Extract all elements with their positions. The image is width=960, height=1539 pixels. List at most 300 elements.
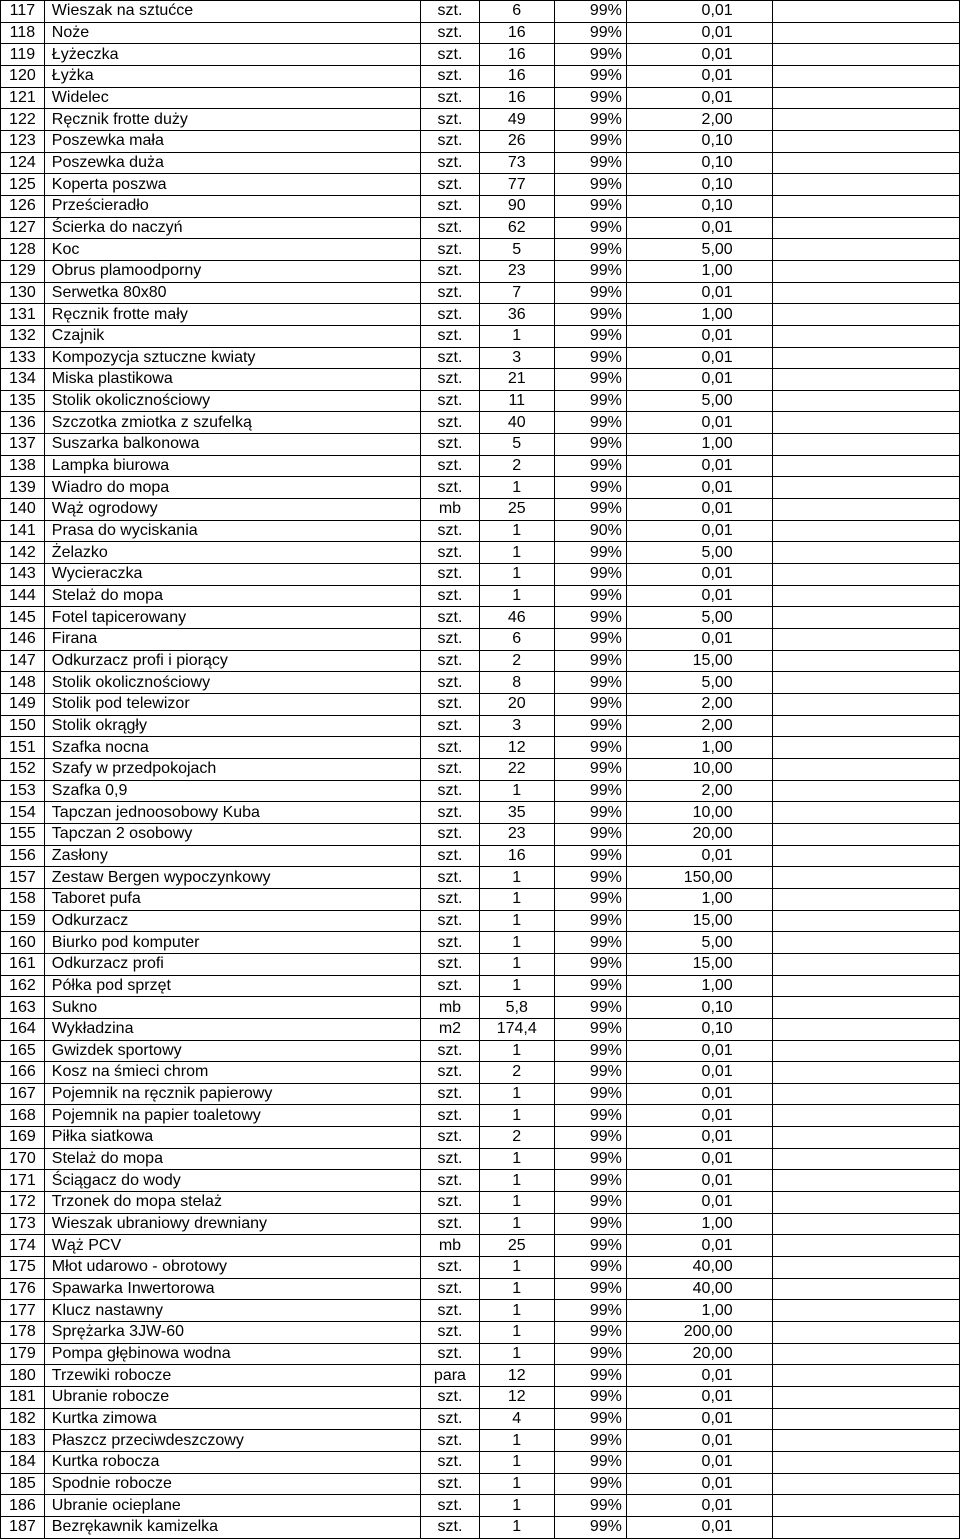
item-number-cell: 140	[1, 499, 45, 521]
empty-cell	[772, 195, 959, 217]
item-name-cell: Wiadro do mopa	[44, 477, 420, 499]
item-number-cell: 183	[1, 1430, 45, 1452]
quantity-cell: 49	[479, 109, 554, 131]
item-number-cell: 185	[1, 1473, 45, 1495]
wear-percent-cell: 99%	[554, 694, 626, 716]
quantity-cell: 1	[479, 1105, 554, 1127]
item-name-cell: Trzewiki robocze	[44, 1365, 420, 1387]
table-row	[1, 22, 960, 44]
unit-cell: szt.	[420, 434, 479, 456]
value-cell: 0,10	[626, 195, 772, 217]
table-row	[1, 780, 960, 802]
item-name-cell: Obrus plamoodporny	[44, 260, 420, 282]
table-row	[1, 888, 960, 910]
unit-cell: szt.	[420, 1192, 479, 1214]
table-row	[1, 1040, 960, 1062]
unit-cell: szt.	[420, 1300, 479, 1322]
empty-cell	[772, 260, 959, 282]
quantity-cell: 2	[479, 1127, 554, 1149]
unit-cell: szt.	[420, 1278, 479, 1300]
item-number-cell: 164	[1, 1018, 45, 1040]
quantity-cell: 1	[479, 953, 554, 975]
wear-percent-cell: 99%	[554, 217, 626, 239]
empty-cell	[772, 910, 959, 932]
item-number-cell: 161	[1, 953, 45, 975]
unit-cell: szt.	[420, 780, 479, 802]
empty-cell	[772, 564, 959, 586]
unit-cell: szt.	[420, 1516, 479, 1538]
item-number-cell: 143	[1, 564, 45, 586]
quantity-cell: 16	[479, 65, 554, 87]
unit-cell: szt.	[420, 369, 479, 391]
value-cell: 0,01	[626, 65, 772, 87]
wear-percent-cell: 99%	[554, 455, 626, 477]
table-row	[1, 1408, 960, 1430]
quantity-cell: 2	[479, 455, 554, 477]
item-number-cell: 165	[1, 1040, 45, 1062]
empty-cell	[772, 542, 959, 564]
item-name-cell: Szafka 0,9	[44, 780, 420, 802]
unit-cell: szt.	[420, 1148, 479, 1170]
table-row	[1, 455, 960, 477]
item-name-cell: Stolik pod telewizor	[44, 694, 420, 716]
empty-cell	[772, 975, 959, 997]
item-number-cell: 118	[1, 22, 45, 44]
value-cell: 0,10	[626, 1018, 772, 1040]
quantity-cell: 1	[479, 1148, 554, 1170]
table-row	[1, 1387, 960, 1409]
empty-cell	[772, 1408, 959, 1430]
unit-cell: szt.	[420, 520, 479, 542]
table-row	[1, 564, 960, 586]
table-row	[1, 369, 960, 391]
quantity-cell: 1	[479, 585, 554, 607]
wear-percent-cell: 99%	[554, 715, 626, 737]
item-number-cell: 160	[1, 932, 45, 954]
value-cell: 1,00	[626, 737, 772, 759]
item-name-cell: Fotel tapicerowany	[44, 607, 420, 629]
empty-cell	[772, 802, 959, 824]
quantity-cell: 12	[479, 737, 554, 759]
table-row	[1, 174, 960, 196]
empty-cell	[772, 845, 959, 867]
item-number-cell: 135	[1, 390, 45, 412]
unit-cell: szt.	[420, 282, 479, 304]
quantity-cell: 16	[479, 22, 554, 44]
unit-cell: szt.	[420, 390, 479, 412]
value-cell: 1,00	[626, 888, 772, 910]
value-cell: 0,01	[626, 87, 772, 109]
value-cell: 1,00	[626, 1300, 772, 1322]
wear-percent-cell: 99%	[554, 758, 626, 780]
empty-cell	[772, 1018, 959, 1040]
empty-cell	[772, 823, 959, 845]
unit-cell: szt.	[420, 932, 479, 954]
item-name-cell: Tapczan 2 osobowy	[44, 823, 420, 845]
unit-cell: mb	[420, 997, 479, 1019]
quantity-cell: 46	[479, 607, 554, 629]
value-cell: 0,01	[626, 477, 772, 499]
item-number-cell: 155	[1, 823, 45, 845]
wear-percent-cell: 90%	[554, 520, 626, 542]
item-number-cell: 141	[1, 520, 45, 542]
quantity-cell: 1	[479, 542, 554, 564]
item-number-cell: 180	[1, 1365, 45, 1387]
item-number-cell: 124	[1, 152, 45, 174]
empty-cell	[772, 1127, 959, 1149]
item-number-cell: 182	[1, 1408, 45, 1430]
unit-cell: szt.	[420, 694, 479, 716]
empty-cell	[772, 412, 959, 434]
wear-percent-cell: 99%	[554, 130, 626, 152]
wear-percent-cell: 99%	[554, 1083, 626, 1105]
wear-percent-cell: 99%	[554, 1192, 626, 1214]
empty-cell	[772, 1040, 959, 1062]
item-number-cell: 132	[1, 325, 45, 347]
quantity-cell: 21	[479, 369, 554, 391]
quantity-cell: 1	[479, 1322, 554, 1344]
wear-percent-cell: 99%	[554, 932, 626, 954]
item-name-cell: Tapczan jednoosobowy Kuba	[44, 802, 420, 824]
wear-percent-cell: 99%	[554, 1365, 626, 1387]
value-cell: 0,01	[626, 1040, 772, 1062]
unit-cell: szt.	[420, 802, 479, 824]
item-number-cell: 159	[1, 910, 45, 932]
item-name-cell: Wąż PCV	[44, 1235, 420, 1257]
unit-cell: szt.	[420, 650, 479, 672]
quantity-cell: 5	[479, 434, 554, 456]
item-name-cell: Wąż ogrodowy	[44, 499, 420, 521]
table-row	[1, 607, 960, 629]
wear-percent-cell: 99%	[554, 953, 626, 975]
unit-cell: szt.	[420, 975, 479, 997]
table-row	[1, 1105, 960, 1127]
item-number-cell: 181	[1, 1387, 45, 1409]
item-number-cell: 122	[1, 109, 45, 131]
empty-cell	[772, 239, 959, 261]
item-number-cell: 178	[1, 1322, 45, 1344]
empty-cell	[772, 1322, 959, 1344]
unit-cell: szt.	[420, 1343, 479, 1365]
table-row	[1, 239, 960, 261]
item-name-cell: Ręcznik frotte mały	[44, 304, 420, 326]
value-cell: 5,00	[626, 607, 772, 629]
item-number-cell: 136	[1, 412, 45, 434]
table-row	[1, 758, 960, 780]
item-number-cell: 128	[1, 239, 45, 261]
item-name-cell: Sprężarka 3JW-60	[44, 1322, 420, 1344]
item-number-cell: 177	[1, 1300, 45, 1322]
unit-cell: szt.	[420, 22, 479, 44]
item-number-cell: 146	[1, 629, 45, 651]
quantity-cell: 20	[479, 694, 554, 716]
empty-cell	[772, 1105, 959, 1127]
table-row	[1, 195, 960, 217]
value-cell: 40,00	[626, 1278, 772, 1300]
table-row	[1, 1083, 960, 1105]
value-cell: 0,01	[626, 1083, 772, 1105]
value-cell: 0,01	[626, 1473, 772, 1495]
quantity-cell: 1	[479, 1083, 554, 1105]
item-name-cell: Bezrękawnik kamizelka	[44, 1516, 420, 1538]
value-cell: 2,00	[626, 715, 772, 737]
quantity-cell: 1	[479, 1170, 554, 1192]
unit-cell: szt.	[420, 325, 479, 347]
quantity-cell: 1	[479, 1040, 554, 1062]
unit-cell: szt.	[420, 347, 479, 369]
wear-percent-cell: 99%	[554, 1430, 626, 1452]
wear-percent-cell: 99%	[554, 412, 626, 434]
wear-percent-cell: 99%	[554, 975, 626, 997]
unit-cell: szt.	[420, 629, 479, 651]
item-number-cell: 151	[1, 737, 45, 759]
table-row	[1, 87, 960, 109]
empty-cell	[772, 1148, 959, 1170]
wear-percent-cell: 99%	[554, 802, 626, 824]
table-row	[1, 347, 960, 369]
empty-cell	[772, 1213, 959, 1235]
table-row	[1, 1343, 960, 1365]
empty-cell	[772, 1278, 959, 1300]
item-name-cell: Odkurzacz profi	[44, 953, 420, 975]
quantity-cell: 1	[479, 780, 554, 802]
value-cell: 0,10	[626, 130, 772, 152]
table-row	[1, 325, 960, 347]
item-name-cell: Stolik okolicznościowy	[44, 672, 420, 694]
unit-cell: szt.	[420, 260, 479, 282]
wear-percent-cell: 99%	[554, 109, 626, 131]
quantity-cell: 1	[479, 1300, 554, 1322]
item-name-cell: Noże	[44, 22, 420, 44]
item-name-cell: Suszarka balkonowa	[44, 434, 420, 456]
unit-cell: szt.	[420, 564, 479, 586]
quantity-cell: 23	[479, 260, 554, 282]
value-cell: 0,01	[626, 412, 772, 434]
table-row	[1, 260, 960, 282]
value-cell: 0,10	[626, 174, 772, 196]
wear-percent-cell: 99%	[554, 780, 626, 802]
item-number-cell: 154	[1, 802, 45, 824]
quantity-cell: 26	[479, 130, 554, 152]
item-number-cell: 137	[1, 434, 45, 456]
value-cell: 0,01	[626, 564, 772, 586]
empty-cell	[772, 1365, 959, 1387]
empty-cell	[772, 780, 959, 802]
wear-percent-cell: 99%	[554, 1322, 626, 1344]
value-cell: 200,00	[626, 1322, 772, 1344]
quantity-cell: 1	[479, 520, 554, 542]
value-cell: 5,00	[626, 672, 772, 694]
value-cell: 0,01	[626, 499, 772, 521]
empty-cell	[772, 1300, 959, 1322]
item-name-cell: Ubranie robocze	[44, 1387, 420, 1409]
value-cell: 0,01	[626, 22, 772, 44]
empty-cell	[772, 499, 959, 521]
value-cell: 0,01	[626, 347, 772, 369]
unit-cell: szt.	[420, 1495, 479, 1517]
quantity-cell: 16	[479, 845, 554, 867]
item-number-cell: 179	[1, 1343, 45, 1365]
unit-cell: szt.	[420, 607, 479, 629]
item-number-cell: 131	[1, 304, 45, 326]
table-row	[1, 390, 960, 412]
item-name-cell: Poszewka mała	[44, 130, 420, 152]
value-cell: 0,01	[626, 1430, 772, 1452]
quantity-cell: 2	[479, 1062, 554, 1084]
unit-cell: para	[420, 1365, 479, 1387]
empty-cell	[772, 932, 959, 954]
item-number-cell: 144	[1, 585, 45, 607]
item-number-cell: 150	[1, 715, 45, 737]
value-cell: 0,01	[626, 845, 772, 867]
table-row	[1, 1192, 960, 1214]
value-cell: 150,00	[626, 867, 772, 889]
unit-cell: szt.	[420, 130, 479, 152]
quantity-cell: 1	[479, 1278, 554, 1300]
wear-percent-cell: 99%	[554, 997, 626, 1019]
item-number-cell: 129	[1, 260, 45, 282]
table-row	[1, 412, 960, 434]
quantity-cell: 16	[479, 44, 554, 66]
empty-cell	[772, 758, 959, 780]
item-number-cell: 166	[1, 1062, 45, 1084]
item-name-cell: Odkurzacz	[44, 910, 420, 932]
table-row	[1, 1430, 960, 1452]
empty-cell	[772, 282, 959, 304]
quantity-cell: 174,4	[479, 1018, 554, 1040]
empty-cell	[772, 1495, 959, 1517]
unit-cell: szt.	[420, 1105, 479, 1127]
unit-cell: szt.	[420, 1083, 479, 1105]
item-number-cell: 176	[1, 1278, 45, 1300]
quantity-cell: 1	[479, 564, 554, 586]
item-number-cell: 173	[1, 1213, 45, 1235]
wear-percent-cell: 99%	[554, 325, 626, 347]
item-number-cell: 127	[1, 217, 45, 239]
table-row	[1, 1473, 960, 1495]
wear-percent-cell: 99%	[554, 434, 626, 456]
unit-cell: szt.	[420, 845, 479, 867]
value-cell: 5,00	[626, 390, 772, 412]
table-row	[1, 737, 960, 759]
item-number-cell: 126	[1, 195, 45, 217]
value-cell: 2,00	[626, 694, 772, 716]
item-name-cell: Stelaż do mopa	[44, 1148, 420, 1170]
table-row	[1, 1235, 960, 1257]
item-name-cell: Spodnie robocze	[44, 1473, 420, 1495]
table-row	[1, 1278, 960, 1300]
quantity-cell: 1	[479, 1495, 554, 1517]
item-name-cell: Zasłony	[44, 845, 420, 867]
unit-cell: szt.	[420, 1408, 479, 1430]
value-cell: 0,01	[626, 1127, 772, 1149]
item-name-cell: Miska plastikowa	[44, 369, 420, 391]
quantity-cell: 5	[479, 239, 554, 261]
table-row	[1, 1365, 960, 1387]
item-name-cell: Kurtka zimowa	[44, 1408, 420, 1430]
item-name-cell: Łyżka	[44, 65, 420, 87]
unit-cell: szt.	[420, 304, 479, 326]
unit-cell: szt.	[420, 44, 479, 66]
item-number-cell: 170	[1, 1148, 45, 1170]
item-number-cell: 133	[1, 347, 45, 369]
unit-cell: szt.	[420, 412, 479, 434]
unit-cell: mb	[420, 499, 479, 521]
empty-cell	[772, 1343, 959, 1365]
value-cell: 0,01	[626, 1387, 772, 1409]
table-row	[1, 1018, 960, 1040]
item-name-cell: Prasa do wyciskania	[44, 520, 420, 542]
empty-cell	[772, 953, 959, 975]
value-cell: 0,01	[626, 325, 772, 347]
quantity-cell: 40	[479, 412, 554, 434]
table-row	[1, 823, 960, 845]
value-cell: 20,00	[626, 1343, 772, 1365]
value-cell: 0,10	[626, 152, 772, 174]
quantity-cell: 1	[479, 1257, 554, 1279]
item-name-cell: Czajnik	[44, 325, 420, 347]
unit-cell: szt.	[420, 1257, 479, 1279]
wear-percent-cell: 99%	[554, 607, 626, 629]
empty-cell	[772, 325, 959, 347]
item-name-cell: Kompozycja sztuczne kwiaty	[44, 347, 420, 369]
wear-percent-cell: 99%	[554, 1, 626, 23]
item-name-cell: Spawarka Inwertorowa	[44, 1278, 420, 1300]
table-row	[1, 1495, 960, 1517]
empty-cell	[772, 152, 959, 174]
item-name-cell: Kurtka robocza	[44, 1451, 420, 1473]
item-name-cell: Ubranie ocieplane	[44, 1495, 420, 1517]
table-row	[1, 694, 960, 716]
unit-cell: szt.	[420, 585, 479, 607]
empty-cell	[772, 87, 959, 109]
quantity-cell: 90	[479, 195, 554, 217]
item-name-cell: Odkurzacz profi i piorący	[44, 650, 420, 672]
table-row	[1, 1300, 960, 1322]
value-cell: 5,00	[626, 239, 772, 261]
item-number-cell: 157	[1, 867, 45, 889]
empty-cell	[772, 1083, 959, 1105]
wear-percent-cell: 99%	[554, 477, 626, 499]
table-row	[1, 910, 960, 932]
unit-cell: szt.	[420, 758, 479, 780]
table-row	[1, 1516, 960, 1538]
wear-percent-cell: 99%	[554, 888, 626, 910]
value-cell: 1,00	[626, 304, 772, 326]
item-name-cell: Wycieraczka	[44, 564, 420, 586]
table-row	[1, 217, 960, 239]
wear-percent-cell: 99%	[554, 1451, 626, 1473]
wear-percent-cell: 99%	[554, 347, 626, 369]
empty-cell	[772, 44, 959, 66]
empty-cell	[772, 997, 959, 1019]
value-cell: 0,01	[626, 1062, 772, 1084]
quantity-cell: 12	[479, 1387, 554, 1409]
unit-cell: szt.	[420, 1430, 479, 1452]
item-name-cell: Ścierka do naczyń	[44, 217, 420, 239]
unit-cell: szt.	[420, 953, 479, 975]
item-number-cell: 169	[1, 1127, 45, 1149]
wear-percent-cell: 99%	[554, 1278, 626, 1300]
table-row	[1, 304, 960, 326]
item-number-cell: 184	[1, 1451, 45, 1473]
item-number-cell: 138	[1, 455, 45, 477]
wear-percent-cell: 99%	[554, 1300, 626, 1322]
item-number-cell: 130	[1, 282, 45, 304]
table-row	[1, 672, 960, 694]
quantity-cell: 5,8	[479, 997, 554, 1019]
wear-percent-cell: 99%	[554, 1473, 626, 1495]
